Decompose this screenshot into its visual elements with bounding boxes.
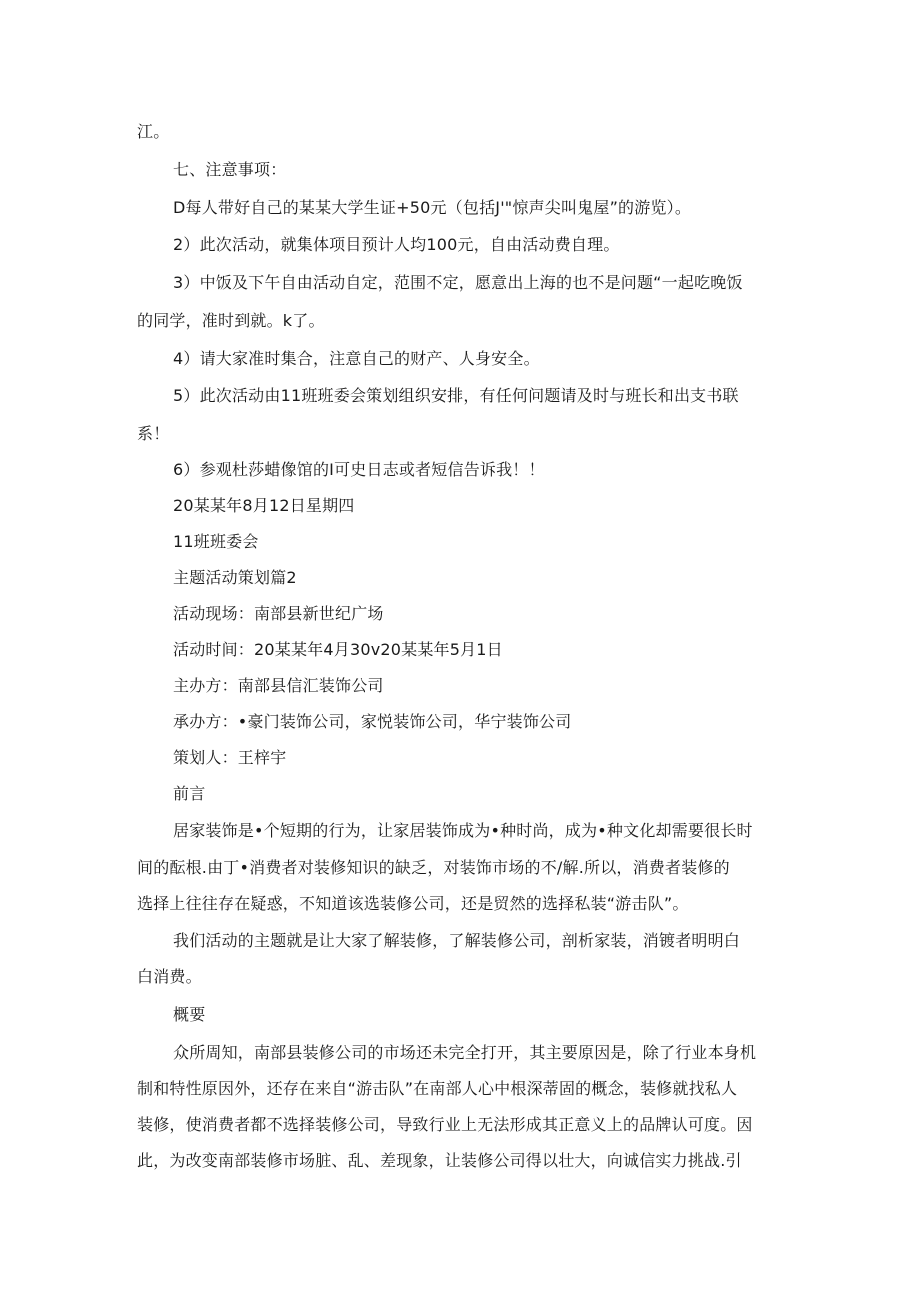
text-line: 2）此次活动，就集体项目预计人均100元，自由活动费自理。 bbox=[173, 235, 620, 254]
section-heading: 前言 bbox=[173, 784, 206, 803]
text-line: 活动时间：20某某年4月30v20某某年5月1日 bbox=[173, 640, 503, 659]
text-line: 的同学，准时到就。k了。 bbox=[137, 311, 325, 330]
text-line: 3）中饭及下午自由活动自定，范围不定，愿意出上海的也不是问题“一起吃晚饭 bbox=[173, 273, 743, 292]
text-line: 白消费。 bbox=[137, 967, 202, 986]
text-line: 6）参观杜莎蜡像馆的I可史日志或者短信告诉我！！ bbox=[173, 460, 545, 479]
text-line: 4）请大家准时集合，注意自己的财产、人身安全。 bbox=[173, 349, 540, 368]
text-line: 我们活动的主题就是让大家了解装修，了解装修公司，剖析家装，消镀者明明白 bbox=[173, 931, 741, 950]
text-line: 装修，使消费者都不选择装修公司，导致行业上无法形成其正意义上的品牌认可度。因 bbox=[137, 1115, 753, 1134]
text-line: 居家装饰是•个短期的行为，让家居装饰成为•种时尚，成为•种文化却需要很长时 bbox=[173, 821, 753, 840]
text-line: 主办方：南部县信汇装饰公司 bbox=[173, 676, 384, 695]
section-heading: 七、注意事项： bbox=[173, 160, 287, 179]
text-line: 制和特性原因外，还存在来自“游击队”在南部人心中根深蒂固的概念，装修就找私人 bbox=[137, 1079, 738, 1098]
text-line: 承办方：•豪门装饰公司，家悦装饰公司，华宁装饰公司 bbox=[173, 712, 572, 731]
text-line: 选择上往往存在疑惑，不知道该选装修公司，还是贸然的选择私装“游击队”。 bbox=[137, 894, 689, 913]
section-heading: 主题活动策划篇2 bbox=[173, 568, 297, 587]
text-line: 策划人：王梓宇 bbox=[173, 748, 287, 767]
text-line: 系！ bbox=[137, 424, 170, 443]
date-line: 20某某年8月12日星期四 bbox=[173, 496, 355, 515]
text-line: 间的酝根.由丁•消费者对装修知识的缺乏，对装饰市场的不/解.所以，消费者装修的 bbox=[137, 858, 730, 877]
text-line: 众所周知，南部县装修公司的市场还未完全打开，其主要原因是，除了行业本身机 bbox=[173, 1043, 757, 1062]
signature-line: 11班班委会 bbox=[173, 532, 259, 551]
text-line: D每人带好自己的某某大学生证+50元（包括J'"惊声尖叫鬼屋”的游览）。 bbox=[173, 198, 692, 217]
text-line: 活动现场：南部县新世纪广场 bbox=[173, 604, 384, 623]
text-line: 5）此次活动由11班班委会策划组织安排，有任何问题请及时与班长和出支书联 bbox=[173, 386, 739, 405]
text-line: 此，为改变南部装修市场脏、乱、差现象，让装修公司得以壮大，向诚信实力挑战.引 bbox=[137, 1151, 742, 1170]
text-line: 江。 bbox=[137, 122, 170, 141]
section-heading: 概要 bbox=[173, 1005, 206, 1024]
